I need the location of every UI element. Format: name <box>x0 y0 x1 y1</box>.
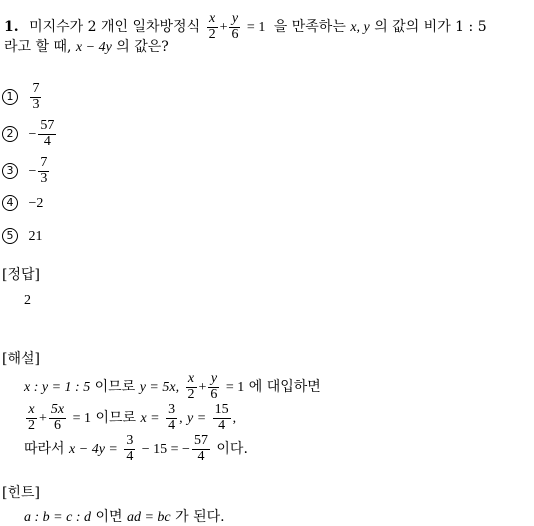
choice-marker-2: 2 <box>2 126 18 142</box>
expl-fraction-3-over-4: $\frac{3}{4}$ <box>168 402 176 433</box>
hint-label: [힌트] <box>2 485 40 501</box>
choice-marker-5: 5 <box>2 228 18 244</box>
question-text-line2: 라고 할 때, <box>4 39 72 55</box>
question-vars: x, y <box>350 20 370 36</box>
expl-fraction-15-over-4: $\frac{15}{4}$ <box>214 402 229 433</box>
question-text-prefix: 미지수가 2 개인 일차방정식 <box>29 19 201 36</box>
explanation-line-1: x : y = 1 : 5 이므로 y = 5x, $\frac{x}{2}$ + $\frac{y}{6}$ = 1 에 대입하면 <box>24 371 321 402</box>
answer-value: 2 <box>24 293 31 308</box>
choice-2-fraction: $\frac{57}{4}$ <box>40 118 55 149</box>
expl-fraction-x-over-2: $\frac{x}{2}$ <box>187 371 195 402</box>
expl-fraction-5x-over-6: $\frac{5x}{6}$ <box>50 402 65 433</box>
choice-4-value: −2 <box>28 196 44 211</box>
choice-3-fraction: $\frac{7}{3}$ <box>40 155 48 186</box>
question-text-line2-suffix: 의 값은? <box>116 39 169 55</box>
expl-fraction-x-over-2b: $\frac{x}{2}$ <box>28 402 35 433</box>
choice-5[interactable] <box>2 228 42 244</box>
hint-line-1: a : b = c : d 이면 ad = bc 가 된다. <box>24 509 225 525</box>
expl-fraction-y-over-6: $\frac{y}{6}$ <box>210 371 218 402</box>
question-text-suffix: 의 값의 비가 1 : 5 <box>374 19 487 36</box>
equation-fraction-y-over-6: $\frac{y}{6}$ <box>231 11 239 42</box>
question-expression: x − 4y <box>75 40 112 55</box>
explanation-line-2: $\frac{x}{2}$ + $\frac{5x}{6}$ = 1 이므로 x = $\frac{3}{4}$ , y = $\frac{15}{4}$ , <box>28 402 237 433</box>
choice-5-value: 21 <box>28 229 43 244</box>
expl-fraction-3-over-4b: $\frac{3}{4}$ <box>126 433 134 464</box>
choice-marker-3: 3 <box>2 163 18 179</box>
choice-marker-1: 1 <box>2 89 18 105</box>
question-number: 1. <box>4 19 19 36</box>
choice-3[interactable]: 3 − $\frac{7}{3}$ <box>2 156 51 186</box>
equation-fraction-x-over-2: $\frac{x}{2}$ <box>208 11 216 42</box>
answer-label: [정답] <box>2 267 40 283</box>
choice-marker-4: 4 <box>2 195 18 211</box>
equation-rhs: = 1 <box>246 20 266 36</box>
question-line-1 <box>4 12 487 42</box>
explanation-line-3: 따라서 x − 4y = $\frac{3}{4}$ − 15 = − $\frac{57}{4}$ 이다. <box>24 433 248 464</box>
choice-1[interactable] <box>2 82 43 112</box>
expl-fraction-57-over-4: $\frac{57}{4}$ <box>193 433 208 464</box>
choice-1-fraction: $\frac{7}{3}$ <box>32 81 40 112</box>
question-line-2 <box>4 40 169 55</box>
choice-2[interactable]: 2 − $\frac{57}{4}$ <box>2 119 58 149</box>
question-text-mid: 을 만족하는 <box>273 19 346 36</box>
plus-sign: + <box>219 20 228 36</box>
choice-4[interactable] <box>2 195 43 211</box>
explanation-label: [해설] <box>2 351 40 367</box>
